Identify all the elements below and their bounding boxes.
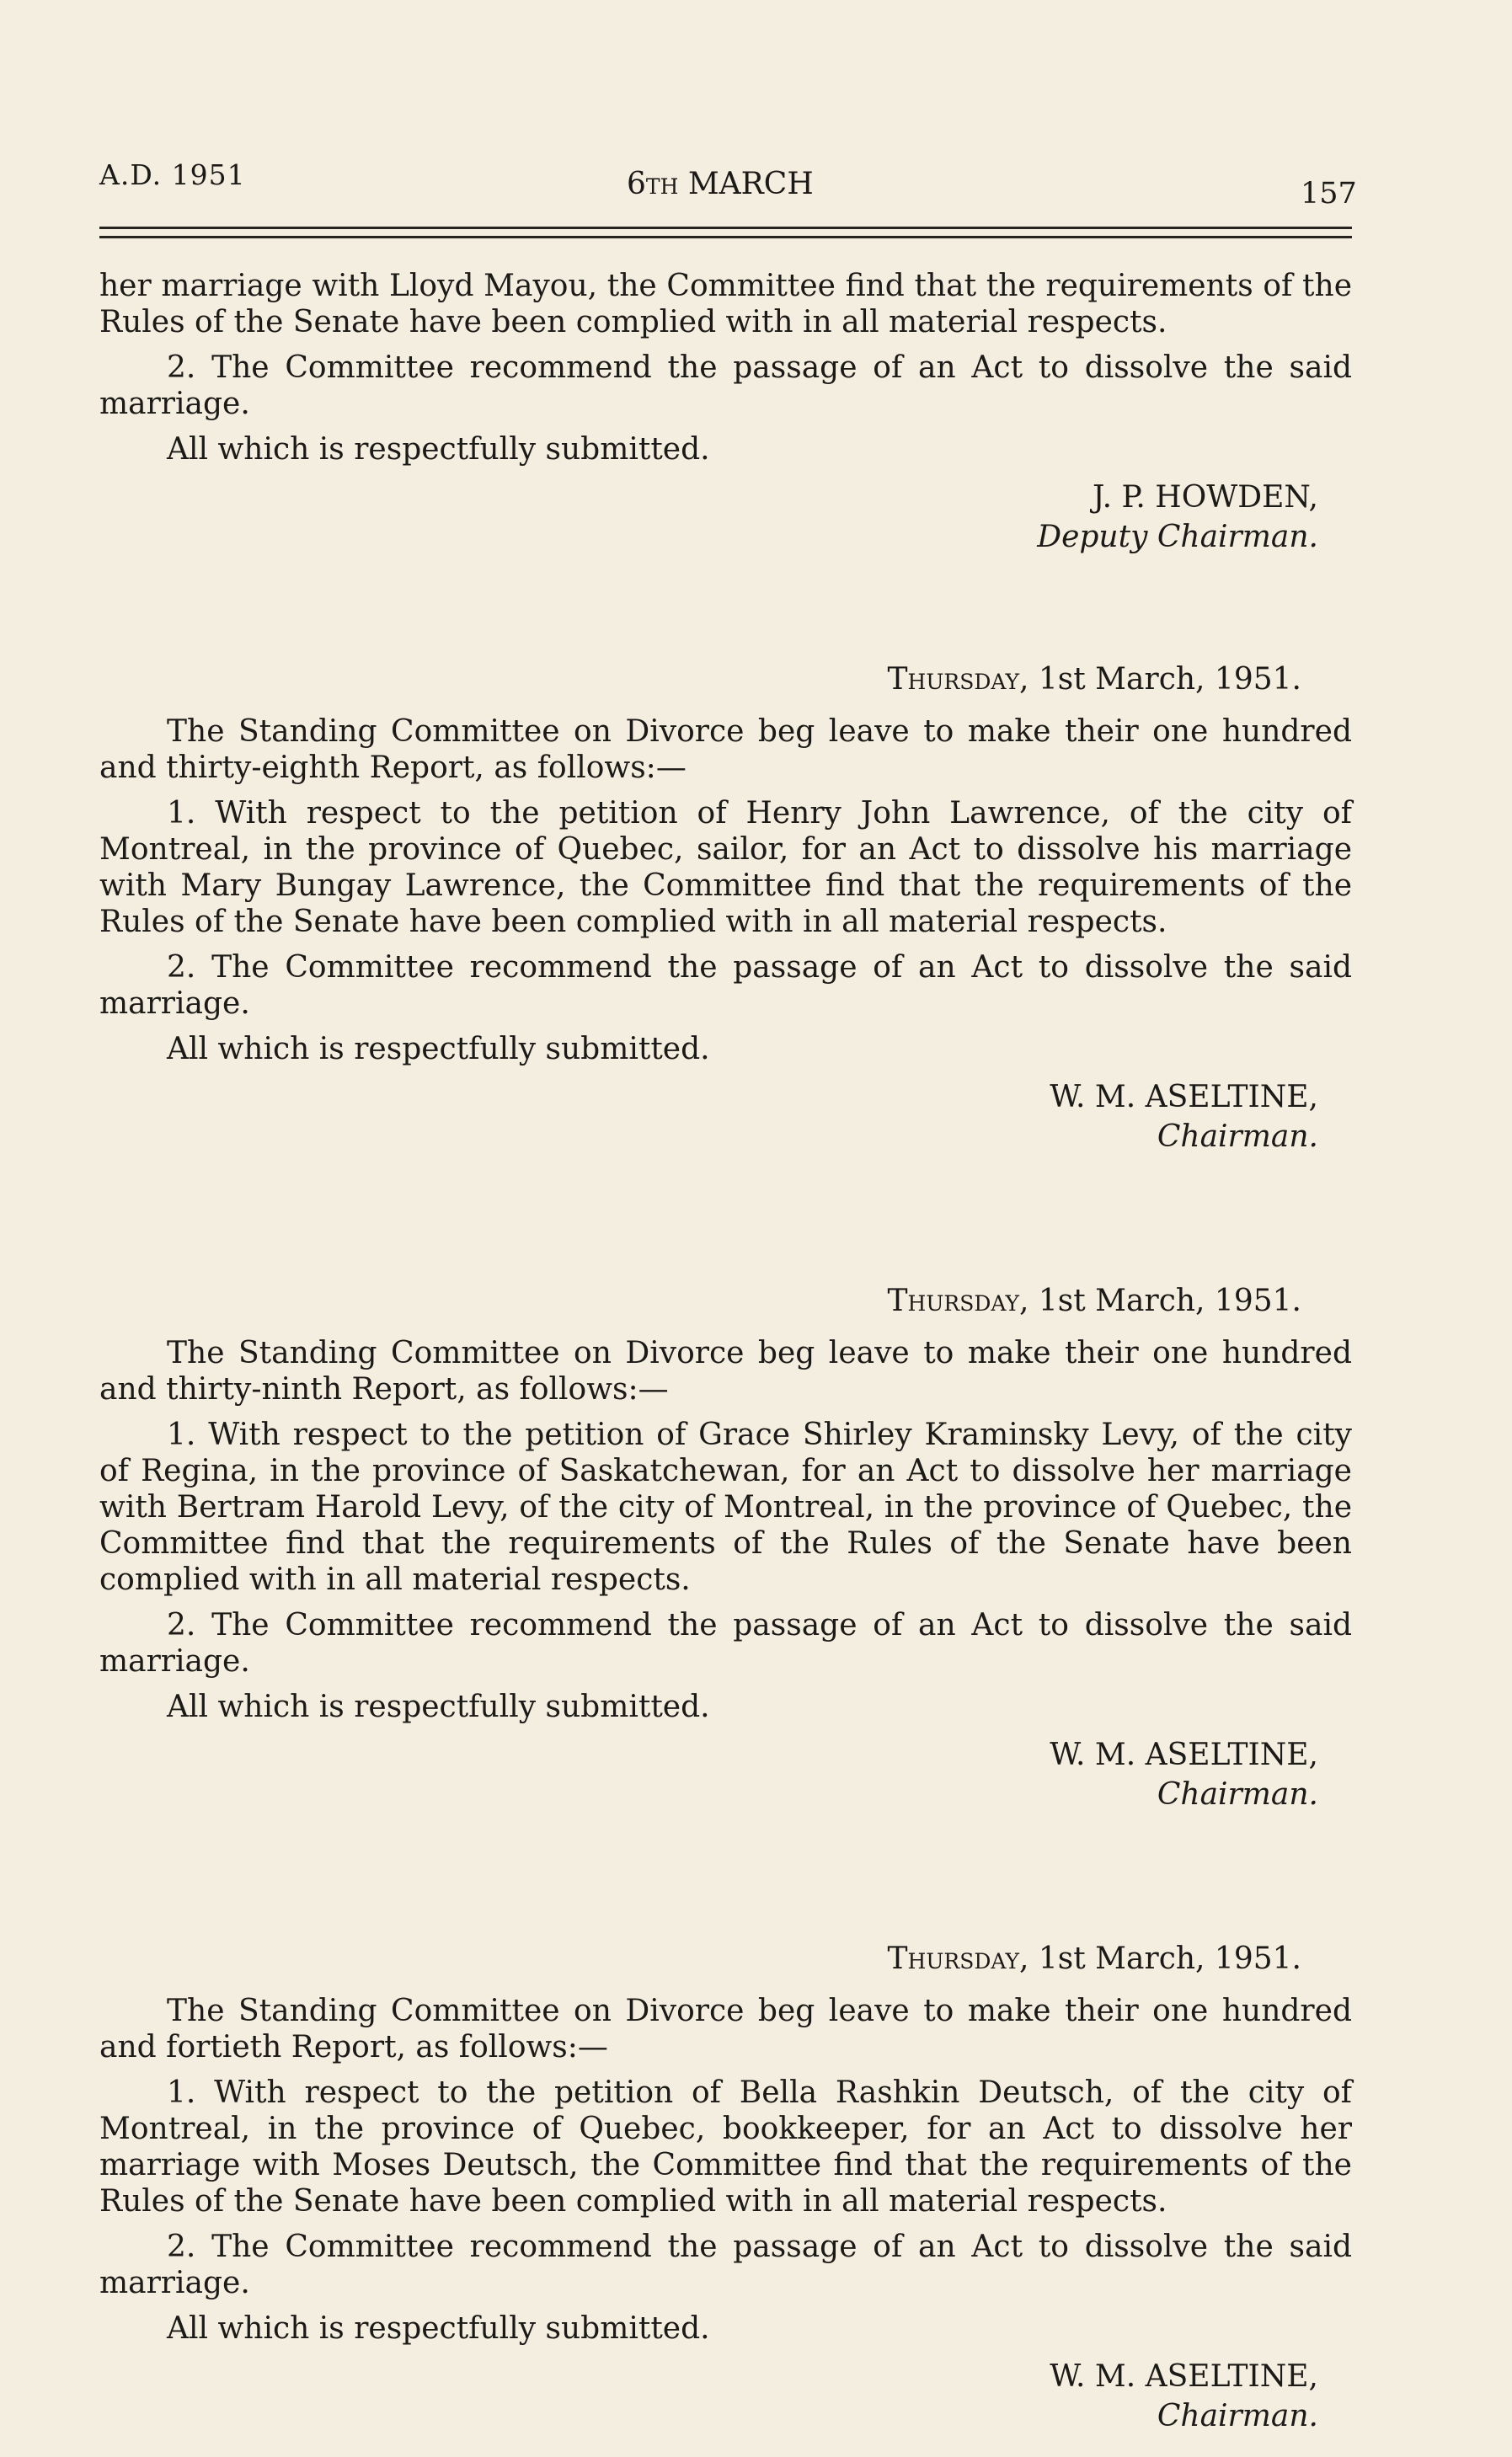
signer-role: Chairman. <box>1157 2399 1318 2433</box>
report-date <box>99 1941 1352 1978</box>
header-date <box>627 167 814 201</box>
submitted-line: All which is respectfully submitted. <box>167 1032 710 1066</box>
recommendation-paragraph: 2. The Committee recommend the passage of an Act to dissolve the said marriage. <box>99 1608 1352 1679</box>
petition-paragraph: 1. With respect to the petition of Bella Rashkin Deutsch, of the city of Montreal, in the province of Quebec, bookkeeper, for an Act to dissolve her marriage with Moses Deutsch, the Committee find that the requirements of the Rules of the Senate have been complied with in all material respects. <box>99 2075 1352 2219</box>
submitted-line: All which is respectfully submitted. <box>167 1690 710 1724</box>
recommendation-paragraph: 2. The Committee recommend the passage of an Act to dissolve the said marriage. <box>99 950 1352 1021</box>
submitted-line: All which is respectfully submitted. <box>167 432 710 467</box>
header-year: A.D. 1951 <box>99 158 246 191</box>
signer-role: Deputy Chairman. <box>1037 520 1318 554</box>
report-intro: The Standing Committee on Divorce beg leave to make their one hundred and thirty-ninth Report, as follows:— <box>99 1336 1352 1407</box>
report-day: Thursday, <box>887 1284 1029 1318</box>
report-section <box>99 1941 1352 2436</box>
submitted-line: All which is respectfully submitted. <box>167 2311 710 2346</box>
page-body <box>99 268 1352 2436</box>
recommendation-paragraph: 2. The Committee recommend the passage of an Act to dissolve the said marriage. <box>99 2230 1352 2300</box>
signature-block <box>99 1735 1352 1814</box>
header-rule-top <box>99 227 1352 229</box>
page-number: 157 <box>1301 177 1357 211</box>
signer-name: W. M. ASELTINE, <box>1050 1738 1318 1772</box>
report-date-text: 1st March, 1951. <box>1038 1284 1301 1318</box>
report-date-text: 1st March, 1951. <box>1038 1942 1301 1976</box>
signature-block <box>99 2357 1352 2436</box>
report-section <box>99 661 1352 1156</box>
report-intro: The Standing Committee on Divorce beg leave to make their one hundred and thirty-eighth Report, as follows:— <box>99 714 1352 785</box>
signature-block <box>99 1077 1352 1156</box>
header-rule-bottom <box>99 236 1352 238</box>
petition-paragraph: 1. With respect to the petition of Grace Shirley Kraminsky Levy, of the city of Regina, in the province of Saskatchewan, for an Act to dissolve her marriage with Bertram Harold Levy, of the city of Montreal, in the province of Quebec, the Committee find that the requirements of the Rules of the Senate have been complied with in all material respects. <box>99 1418 1352 1597</box>
petition-paragraph: 1. With respect to the petition of Henry John Lawrence, of the city of Montreal, in the province of Quebec, sailor, for an Act to dissolve his marriage with Mary Bungay Lawrence, the Committee find that the requirements of the Rules of the Senate have been complied with in all material respects. <box>99 796 1352 939</box>
signer-name: W. M. ASELTINE, <box>1050 1080 1318 1114</box>
page-header <box>0 0 1512 253</box>
report-intro: The Standing Committee on Divorce beg leave to make their one hundred and fortieth Report, as follows:— <box>99 1994 1352 2064</box>
signature-block <box>99 478 1352 557</box>
signer-role: Chairman. <box>1157 1119 1318 1154</box>
report-section <box>99 1283 1352 1814</box>
report-day: Thursday, <box>887 662 1029 697</box>
signer-name: J. P. HOWDEN, <box>1092 480 1318 515</box>
report-date <box>99 1283 1352 1320</box>
signer-name: W. M. ASELTINE, <box>1050 2359 1318 2394</box>
signer-role: Chairman. <box>1157 1777 1318 1812</box>
recommendation-paragraph: 2. The Committee recommend the passage of an Act to dissolve the said marriage. <box>99 350 1352 421</box>
report-date <box>99 661 1352 698</box>
header-date-text: 6th MARCH <box>627 167 814 201</box>
continuation-paragraph: her marriage with Lloyd Mayou, the Committee find that the requirements of the Rules of the Senate have been complied with in all material respects. <box>99 269 1352 339</box>
opening-section <box>99 268 1352 557</box>
report-date-text: 1st March, 1951. <box>1038 662 1301 697</box>
report-day: Thursday, <box>887 1942 1029 1976</box>
